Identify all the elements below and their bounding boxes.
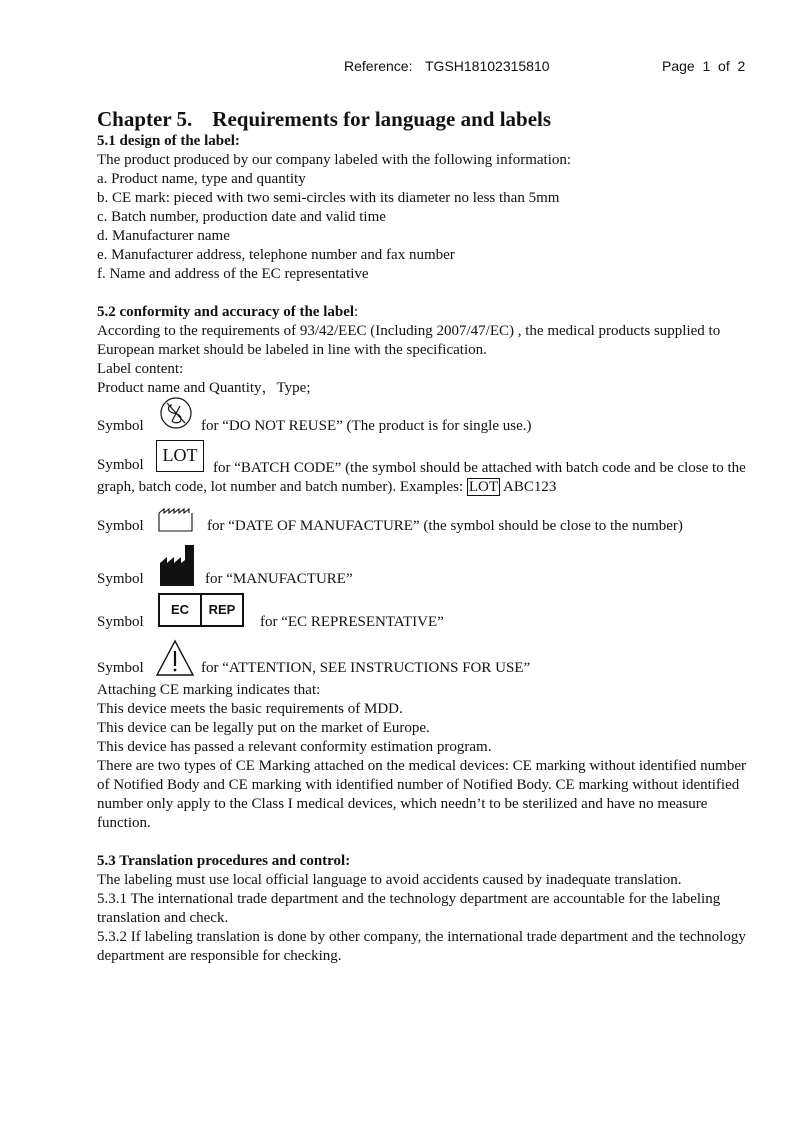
ce-paragraph-line: This device can be legally put on the market of Europe. (97, 720, 430, 736)
symbol-row-date-of-manufacture: Symbol for “DATE OF MANUFACTURE” (the symbol should be close to the number) (97, 501, 757, 541)
reference-number: TGSH18102315810 (425, 58, 550, 74)
symbol-row-batch-code: Symbol LOT (97, 440, 757, 478)
section-5-3-line: 5.3.2 If labeling translation is done by other company, the international trade department and the technology department are responsible for checking. (97, 929, 746, 964)
symbol-row-manufacturer: Symbol for “MANUFACTURE” (97, 543, 757, 595)
symbol-row-attention: Symbol for “ATTENTION, SEE INSTRUCTIONS FOR USE” (97, 639, 757, 681)
ce-paragraph-line: Attaching CE marking indicates that: (97, 682, 321, 698)
section-5-3-line: 5.3.1 The international trade department and the technology department are accountable for the labeling translation and check. (97, 891, 721, 926)
product-line: Product name and Quantity，Type; (97, 380, 311, 396)
section-5-2-heading: 5.2 conformity and accuracy of the label: (97, 304, 359, 320)
lot-example-box: LOT (468, 479, 499, 495)
do-not-reuse-icon (157, 396, 195, 430)
chapter-heading (97, 106, 757, 132)
warning-triangle-icon (155, 639, 195, 677)
symbol-row-do-not-reuse: Symbol for “DO NOT REUSE” (The product is for single use.) (97, 402, 757, 438)
section-5-2-paragraph: According to the requirements of 93/42/EEC (Including 2007/47/EC) , the medical products supplied to European market should be labeled in line with the specification. (97, 323, 721, 358)
label-content-heading: Label content: (97, 361, 184, 377)
list-item: b. CE mark: pieced with two semi-circles with its diameter no less than 5mm (97, 190, 560, 206)
ce-paragraph-line: There are two types of CE Marking attached on the medical devices: CE marking without identified number of Notified Body and CE marking with identified number of Notified Body. CE marking without identified number only apply to the Class I medical devices, which needn’t to be sterilized and have no measure function. (97, 758, 746, 831)
list-item: c. Batch number, production date and valid time (97, 209, 386, 225)
document-body (97, 106, 757, 966)
section-5-1-intro: The product produced by our company labeled with the following information: (97, 152, 572, 168)
chapter-number: Chapter 5. (97, 107, 193, 131)
list-item: d. Manufacturer name (97, 228, 230, 244)
list-item: a. Product name, type and quantity (97, 171, 306, 187)
manufacturer-icon (159, 543, 197, 587)
section-5-1-heading: 5.1 design of the label: (97, 133, 240, 149)
chapter-title: Requirements for language and labels (212, 107, 552, 131)
section-5-3-heading: 5.3 Translation procedures and control: (97, 853, 351, 869)
ec-rep-icon: EC REP (158, 593, 244, 627)
batch-code-description: for “BATCH CODE” (the symbol should be attached with batch code and be close to the graph, batch code, lot number and batch number). Examples: LOT ABC123 (97, 460, 746, 495)
lot-icon: LOT (156, 440, 204, 472)
ce-paragraph-line: This device has passed a relevant conformity estimation program. (97, 739, 492, 755)
symbol-row-ec-representative: Symbol EC REP for “EC REPRESENTATIVE” (97, 595, 757, 637)
page-number: Page 1 of 2 (662, 58, 746, 74)
section-5-3-line: The labeling must use local official language to avoid accidents caused by inadequate translation. (97, 872, 682, 888)
list-item: f. Name and address of the EC representative (97, 266, 369, 282)
page-header (0, 58, 800, 78)
list-item: e. Manufacturer address, telephone number and fax number (97, 247, 455, 263)
ce-paragraph-line: This device meets the basic requirements of MDD. (97, 701, 403, 717)
date-of-manufacture-icon (157, 503, 195, 533)
reference-label: Reference: (344, 58, 413, 74)
